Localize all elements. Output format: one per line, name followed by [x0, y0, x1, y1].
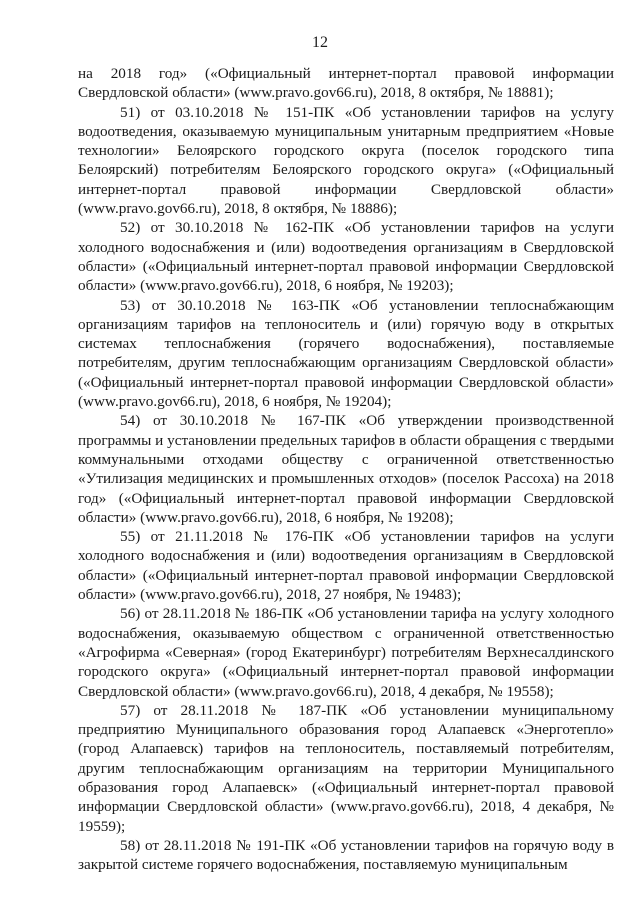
- paragraph-item-55: 55) от 21.11.2018 № 176-ПК «Об установлении тарифов на услуги холодного водоснабжения и (или) водоотведения организациям в Свердловской области» («Официальный интернет-портал правовой информации Свердловской области» (www.pravo.gov66.ru), 2018, 27 ноября, № 19483);: [78, 528, 614, 604]
- paragraph-item-52: 52) от 30.10.2018 № 162-ПК «Об установлении тарифов на услуги холодного водоснабжения и (или) водоотведения организациям в Свердловской области» («Официальный интернет-портал правовой информации Свердловской области» (www.pravo.gov66.ru), 2018, 6 ноября, № 19203);: [78, 219, 614, 295]
- paragraph-item-51: 51) от 03.10.2018 № 151-ПК «Об установлении тарифов на услугу водоотведения, оказываемую муниципальным унитарным предприятием «Новые технологии» Белоярского городского округа (поселок городского типа Белоярский) потребителям Белоярского городского округа» («Официальный интернет-портал правовой информации Свердловской области» (www.pravo.gov66.ru), 2018, 8 октября, № 18886);: [78, 103, 614, 218]
- paragraph-item-57: 57) от 28.11.2018 № 187-ПК «Об установлении муниципальному предприятию Муниципального образования город Алапаевск «Энерготепло» (город Алапаевск) тарифов на теплоноситель, поставляемый потребителям, другим теплоснабжающим организациям на территории Муниципального образования город Алапаевск» («Официальный интернет-портал правовой информации Свердловской области» (www.pravo.gov66.ru), 2018, 4 декабря, № 19559);: [78, 701, 614, 835]
- page-number: 12: [312, 34, 328, 51]
- paragraph-continuation: на 2018 год» («Официальный интернет-портал правовой информации Свердловской области» (www.pravo.gov66.ru), 2018, 8 октября, № 18881);: [78, 65, 614, 102]
- paragraph-item-58: 58) от 28.11.2018 № 191-ПК «Об установлении тарифов на горячую воду в закрытой системе горячего водоснабжения, поставляемую муниципальным: [78, 836, 614, 874]
- paragraph-item-56: 56) от 28.11.2018 № 186-ПК «Об установлении тарифа на услугу холодного водоснабжения, оказываемую обществом с ограниченной ответственностью «Агрофирма «Северная» (город Екатеринбург) потребителям Верхнесалдинского городского округа» («Официальный интернет-портал правовой информации Свердловской области» (www.pravo.gov66.ru), 2018, 4 декабря, № 19558);: [78, 605, 614, 700]
- paragraph-item-53: 53) от 30.10.2018 № 163-ПК «Об установлении теплоснабжающим организациям тарифов на теплоноситель и (или) горячую воду в открытых системах теплоснабжения (горячего водоснабжения), поставляемые потребителям, другим теплоснабжающим организациям Свердловской области» («Официальный интернет-портал правовой информации Свердловской области» (www.pravo.gov66.ru), 2018, 6 ноября, № 19204);: [78, 296, 614, 411]
- document-body: [78, 64, 614, 874]
- paragraph-item-54: 54) от 30.10.2018 № 167-ПК «Об утверждении производственной программы и установлении предельных тарифов в области обращения с твердыми коммунальными отходами обществу с ограниченной ответственностью «Утилизация медицинских и промышленных отходов» (поселок Рассоха) на 2018 год» («Официальный интернет-портал правовой информации Свердловской области» (www.pravo.gov66.ru), 2018, 6 ноября, № 19208);: [78, 412, 614, 526]
